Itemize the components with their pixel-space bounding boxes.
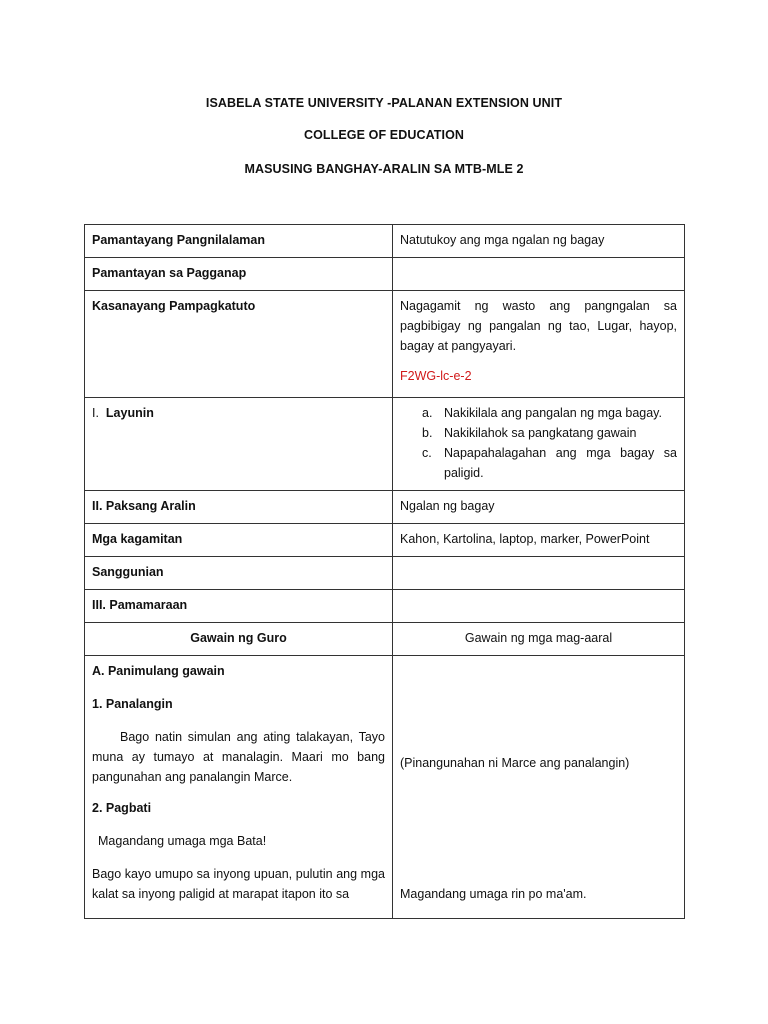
lesson-plan-table xyxy=(84,224,685,919)
step1-text: Bago natin simulan ang ating talakayan, Tayo muna ay tumayo at manalagin. Maari mo bang pangunahan ang panalangin Marce. xyxy=(92,730,385,784)
row-value: Kahon, Kartolina, laptop, marker, PowerPoint xyxy=(393,524,685,557)
student-activity-cell xyxy=(393,656,685,919)
table-row xyxy=(85,291,685,398)
item-text: Napapahalagahan ang mga bagay sa paligid. xyxy=(444,446,677,480)
row-value: Natutukoy ang mga ngalan ng bagay xyxy=(393,225,685,258)
college-heading: COLLEGE OF EDUCATION xyxy=(303,128,465,142)
row-label: Pamantayan sa Pagganap xyxy=(85,258,393,291)
university-heading: ISABELA STATE UNIVERSITY -PALANAN EXTENSION UNIT xyxy=(205,96,563,110)
row-value xyxy=(393,291,685,398)
row-value: Ngalan ng bagay xyxy=(393,491,685,524)
column-header-guro: Gawain ng Guro xyxy=(85,623,393,656)
list-item xyxy=(422,403,677,423)
row-value xyxy=(393,258,685,291)
row-label: Sanggunian xyxy=(85,557,393,590)
list-item xyxy=(422,443,677,483)
item-text: Nakikilala ang pangalan ng mga bagay. xyxy=(444,406,662,420)
column-header-mag-aaral: Gawain ng mga mag-aaral xyxy=(393,623,685,656)
step2-greeting: Magandang umaga mga Bata! xyxy=(98,834,267,848)
row-label: III. Pamamaraan xyxy=(85,590,393,623)
table-row xyxy=(85,557,685,590)
step2-response: Magandang umaga rin po ma'am. xyxy=(400,887,587,901)
row-value xyxy=(393,557,685,590)
row-label: II. Paksang Aralin xyxy=(85,491,393,524)
table-row xyxy=(85,524,685,557)
table-row xyxy=(85,225,685,258)
row-label: Mga kagamitan xyxy=(85,524,393,557)
table-row xyxy=(85,491,685,524)
item-letter: b. xyxy=(422,426,433,440)
table-row xyxy=(85,398,685,491)
section-number: I. xyxy=(92,406,99,420)
list-item xyxy=(422,423,677,443)
row-label: Kasanayang Pampagkatuto xyxy=(85,291,393,398)
row-label xyxy=(85,398,393,491)
section-a-title: A. Panimulang gawain xyxy=(92,664,225,678)
step1-response: (Pinangunahan ni Marce ang panalangin) xyxy=(400,756,630,770)
section-label: Layunin xyxy=(105,406,154,420)
teacher-activity-cell xyxy=(85,656,393,919)
item-text: Nakikilahok sa pangkatang gawain xyxy=(444,426,637,440)
objectives-list xyxy=(400,403,677,483)
table-row xyxy=(85,258,685,291)
step2-text: Bago kayo umupo sa inyong upuan, pulutin ang mga kalat sa inyong paligid at marapat itapon ito sa xyxy=(92,867,385,901)
step1-title: 1. Panalangin xyxy=(92,697,173,711)
item-letter: a. xyxy=(422,406,433,420)
table-row xyxy=(85,623,685,656)
row-value xyxy=(393,590,685,623)
table-row xyxy=(85,656,685,919)
step2-title: 2. Pagbati xyxy=(92,801,152,815)
item-letter: c. xyxy=(422,446,432,460)
competency-code: F2WG-lc-e-2 xyxy=(400,369,472,383)
table-row xyxy=(85,590,685,623)
document-title: MASUSING BANGHAY-ARALIN SA MTB-MLE 2 xyxy=(244,162,524,176)
objectives-cell xyxy=(393,398,685,491)
competency-text: Nagagamit ng wasto ang pangngalan sa pagbibigay ng pangalan ng tao, Lugar, hayop, bagay at pangyayari. xyxy=(400,299,677,353)
row-label: Pamantayang Pangnilalaman xyxy=(85,225,393,258)
